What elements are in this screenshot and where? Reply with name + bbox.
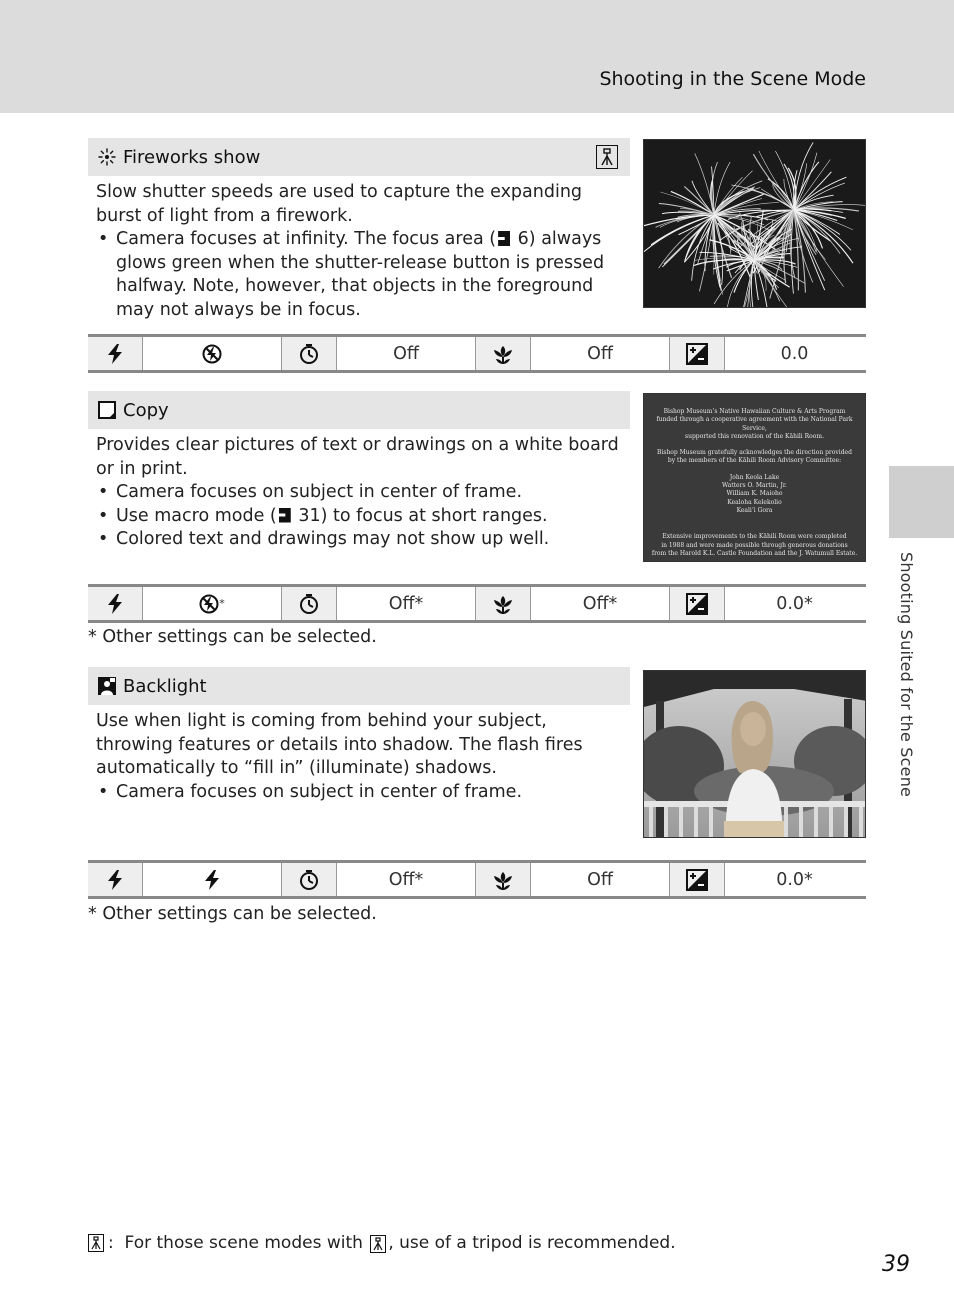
plaque-line: by the members of the Kāhili Room Advisory Committee: [667, 457, 842, 465]
exposure-compensation-value: 0.0 [780, 343, 809, 364]
plaque-line: Kealoha Kelekolio [727, 498, 782, 506]
flash-mode-label [88, 587, 143, 620]
section-description-copy [96, 434, 626, 552]
fireworks-photo [643, 139, 866, 308]
tripod-icon [88, 1234, 104, 1252]
firework-streak [651, 215, 714, 245]
macro-flower-icon [491, 343, 515, 365]
plaque-line: John Keola Lake [729, 473, 780, 481]
macro-mode-label [476, 863, 531, 896]
page-header-title: Shooting in the Scene Mode [599, 68, 866, 90]
section-intro: Use when light is coming from behind your subject, throwing features or details into shadow. The flash fires automatically to “fill in” (illuminate) shadows. [96, 711, 583, 778]
bullet-list [96, 481, 626, 552]
exposure-compensation-icon [686, 593, 708, 615]
plaque-line: supported this renovation of the Kāhili Room. [685, 432, 824, 440]
plaque-line: from the Harold K.L. Castle Foundation and the J. Watumull Estate. [651, 549, 858, 557]
macro-mode-label [476, 587, 531, 620]
plaque-text [648, 408, 861, 558]
self-timer-label [282, 587, 337, 620]
macro-flower-icon [491, 869, 515, 891]
bullet-item: • Use macro mode ( 31) to focus at short ranges. [96, 505, 626, 529]
self-timer-label [282, 863, 337, 896]
plaque-line: William K. Maioho [726, 490, 783, 498]
self-timer-value: Off* [337, 587, 476, 620]
bullet-list [96, 228, 626, 322]
side-tab-label: Shooting Suited for the Scene [897, 552, 916, 798]
exposure-compensation-value: 0.0* [776, 869, 813, 890]
flash-mode-value [143, 587, 282, 620]
flash-on-icon [203, 869, 221, 891]
macro-mode-value: Off [531, 337, 670, 370]
exposure-compensation-label [670, 863, 725, 896]
flash-off-icon [199, 594, 219, 614]
section-header-fireworks [88, 138, 630, 176]
exposure-compensation-label [670, 337, 725, 370]
exposure-compensation-icon [686, 343, 708, 365]
macro-flower-icon [491, 593, 515, 615]
tripod-icon [370, 1235, 386, 1253]
settings-row-fireworks [88, 334, 866, 373]
section-description-backlight [96, 710, 626, 804]
section-header-copy [88, 391, 630, 429]
firework-streak [731, 185, 794, 210]
section-title: Copy [123, 399, 169, 421]
bullet-item: • Colored text and drawings may not show up well. [96, 528, 626, 552]
self-timer-icon [298, 343, 320, 365]
page-number: 39 [882, 1252, 910, 1277]
bullet-item: • Camera focuses at infinity. The focus area ( 6) always glows green when the shutter-release button is pressed halfway. Note, however, that objects in the foreground may not always be in focus. [96, 228, 626, 322]
plaque-line: funded through a cooperative agreement with the National Park Service, [656, 416, 853, 432]
section-intro: Provides clear pictures of text or drawings on a white board or in print. [96, 435, 619, 479]
flash-off-icon [202, 344, 222, 364]
copy-plaque-photo [643, 393, 866, 562]
firework-streak [759, 151, 794, 210]
section-title: Backlight [123, 675, 207, 697]
copy-icon [97, 400, 117, 420]
flash-mode-value [143, 337, 282, 370]
footnote: * Other settings can be selected. [88, 904, 377, 924]
flash-icon [106, 593, 124, 615]
self-timer-icon [298, 593, 320, 615]
settings-row-backlight [88, 860, 866, 899]
macro-mode-value: Off* [531, 587, 670, 620]
bullet-list [96, 781, 626, 805]
backlight-photo [643, 670, 866, 838]
plaque-line: in 1988 and were made possible through generous donations [661, 541, 848, 549]
tripod-note [88, 1233, 676, 1253]
asterisk: * [219, 597, 225, 610]
page-reference-icon [498, 231, 510, 246]
macro-mode-label [476, 337, 531, 370]
footnote: * Other settings can be selected. [88, 627, 377, 647]
section-title: Fireworks show [123, 146, 261, 168]
plaque-line: Bishop Museum gratefully acknowledges the direction provided [657, 449, 852, 457]
section-intro: Slow shutter speeds are used to capture the expanding burst of light from a firework. [96, 182, 583, 226]
tripod-note-text: : For those scene modes with , use of a tripod is recommended. [108, 1233, 676, 1253]
tripod-icon [596, 145, 618, 169]
flash-icon [106, 869, 124, 891]
exposure-compensation-value: 0.0* [776, 593, 813, 614]
plaque-line: Extensive improvements to the Kāhili Room were completed [662, 533, 847, 541]
self-timer-icon [298, 869, 320, 891]
exposure-compensation-icon [686, 869, 708, 891]
self-timer-value: Off [337, 337, 476, 370]
flash-mode-label [88, 337, 143, 370]
flash-icon [106, 343, 124, 365]
exposure-compensation-label [670, 587, 725, 620]
plaque-line: Keali’i Gora [736, 506, 773, 514]
section-description-fireworks [96, 181, 626, 322]
bullet-item: • Camera focuses on subject in center of frame. [96, 481, 626, 505]
page-reference-icon [279, 508, 291, 523]
flash-mode-label [88, 863, 143, 896]
plaque-line: Watters O. Martin, Jr. [722, 482, 787, 490]
plaque-line: Bishop Museum’s Native Hawaiian Culture & Arts Program [663, 408, 846, 415]
bullet-item: • Camera focuses on subject in center of frame. [96, 781, 626, 805]
settings-row-copy [88, 584, 866, 623]
fireworks-icon [97, 147, 117, 167]
backlight-icon [97, 676, 117, 696]
self-timer-value: Off* [337, 863, 476, 896]
header-band [0, 0, 954, 113]
self-timer-label [282, 337, 337, 370]
flash-mode-value [143, 863, 282, 896]
section-header-backlight [88, 667, 630, 705]
macro-mode-value: Off [531, 863, 670, 896]
side-tab [889, 466, 954, 538]
